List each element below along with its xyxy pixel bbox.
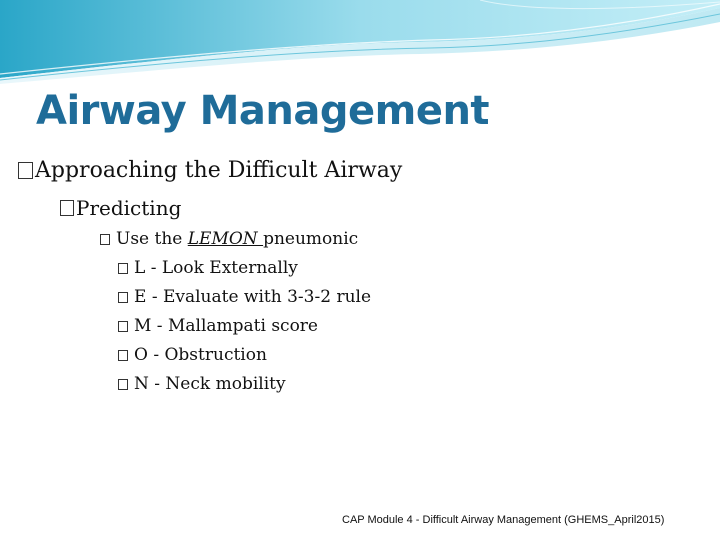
bullet-box-icon: [118, 350, 128, 361]
lemon-item-text: N - Neck mobility: [134, 374, 286, 394]
decorative-wave-banner: [0, 0, 720, 90]
lemon-item-text: O - Obstruction: [134, 345, 267, 365]
lemon-item: [118, 374, 286, 394]
bullet-text-before: Use the: [116, 229, 188, 249]
lemon-item-text: L - Look Externally: [134, 258, 298, 278]
bullet-box-icon: [118, 263, 128, 274]
lemon-item: [118, 316, 318, 336]
bullet-box-icon: [118, 379, 128, 390]
bullet-box-icon: [60, 200, 74, 216]
bullet-box-icon: [118, 321, 128, 332]
lemon-item-text: M - Mallampati score: [134, 316, 318, 336]
lemon-item-text: E - Evaluate with 3-3-2 rule: [134, 287, 372, 307]
lemon-item: [118, 287, 371, 307]
bullet-text: Predicting: [76, 196, 182, 220]
bullet-level-1: [18, 158, 402, 183]
bullet-box-icon: [100, 234, 110, 245]
bullet-text: Approaching the Difficult Airway: [35, 158, 403, 183]
lemon-emphasis: LEMON: [187, 229, 264, 249]
bullet-level-2: [60, 196, 181, 220]
slide-footer: CAP Module 4 - Difficult Airway Management (GHEMS_April2015): [342, 514, 665, 526]
lemon-item: [118, 345, 267, 365]
lemon-item: [118, 258, 298, 278]
bullet-text-after: pneumonic: [263, 229, 359, 249]
bullet-box-icon: [118, 292, 128, 303]
bullet-box-icon: [18, 162, 33, 179]
bullet-level-3: [100, 229, 358, 249]
slide-title: Airway Management: [36, 88, 490, 134]
